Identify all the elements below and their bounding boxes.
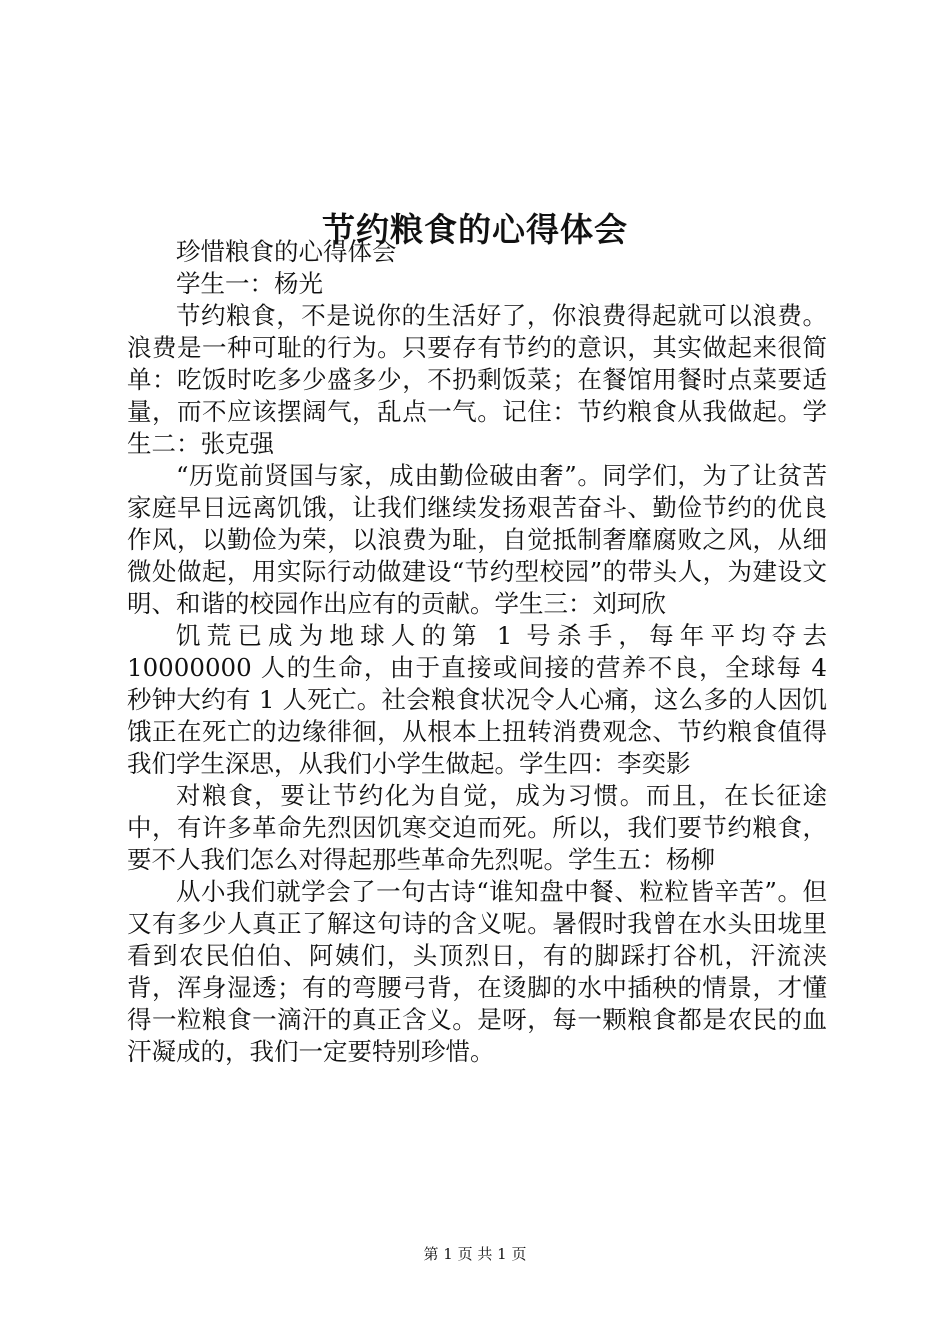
document-body: [127, 236, 827, 1068]
page-footer: 第 1 页 共 1 页: [423, 1245, 527, 1263]
document-title: 节约粮食的心得体会: [322, 210, 628, 250]
student-one-heading: 学生一：杨光: [176, 269, 323, 298]
body-paragraph: 对粮食，要让节约化为自觉，成为习惯。而且，在长征途中，有许多革命先烈因饥寒交迫而死。所以，我们要节约粮食，要不人我们怎么对得起那些革命先烈呢。学生五：杨柳: [127, 781, 827, 874]
subtitle-paragraph: 珍惜粮食的心得体会: [176, 237, 397, 266]
body-paragraph: “历览前贤国与家，成由勤俭破由奢”。同学们，为了让贫苦家庭早日远离饥饿，让我们继续发扬艰苦奋斗、勤俭节约的优良作风，以勤俭为荣，以浪费为耻，自觉抵制奢靡腐败之风，从细微处做起，用实际行动做建设“节约型校园”的带头人，为建设文明、和谐的校园作出应有的贡献。学生三：刘珂欣: [127, 461, 827, 618]
body-paragraph: 节约粮食，不是说你的生活好了，你浪费得起就可以浪费。浪费是一种可耻的行为。只要存有节约的意识，其实做起来很简单：吃饭时吃多少盛多少，不扔剩饭菜；在餐馆用餐时点菜要适量，而不应该摆阔气，乱点一气。记住：节约粮食从我做起。学生二：张克强: [127, 301, 827, 458]
body-paragraph: 从小我们就学会了一句古诗“谁知盘中餐、粒粒皆辛苦”。但又有多少人真正了解这句诗的含义呢。暑假时我曾在水头田垅里看到农民伯伯、阿姨们，头顶烈日，有的脚踩打谷机，汗流浃背，浑身湿透；有的弯腰弓背，在烫脚的水中插秧的情景，才懂得一粒粮食一滴汗的真正含义。是呀，每一颗粮食都是农民的血汗凝成的，我们一定要特别珍惜。: [127, 877, 827, 1066]
body-paragraph: 饥荒已成为地球人的第 1 号杀手，每年平均夺去 10000000 人的生命，由于直接或间接的营养不良，全球每 4 秒钟大约有 1 人死亡。社会粮食状况令人心痛，这么多的人因饥饿正在死亡的边缘徘徊，从根本上扭转消费观念、节约粮食值得我们学生深思，从我们小学生做起。学生四：李奕影: [127, 621, 827, 778]
